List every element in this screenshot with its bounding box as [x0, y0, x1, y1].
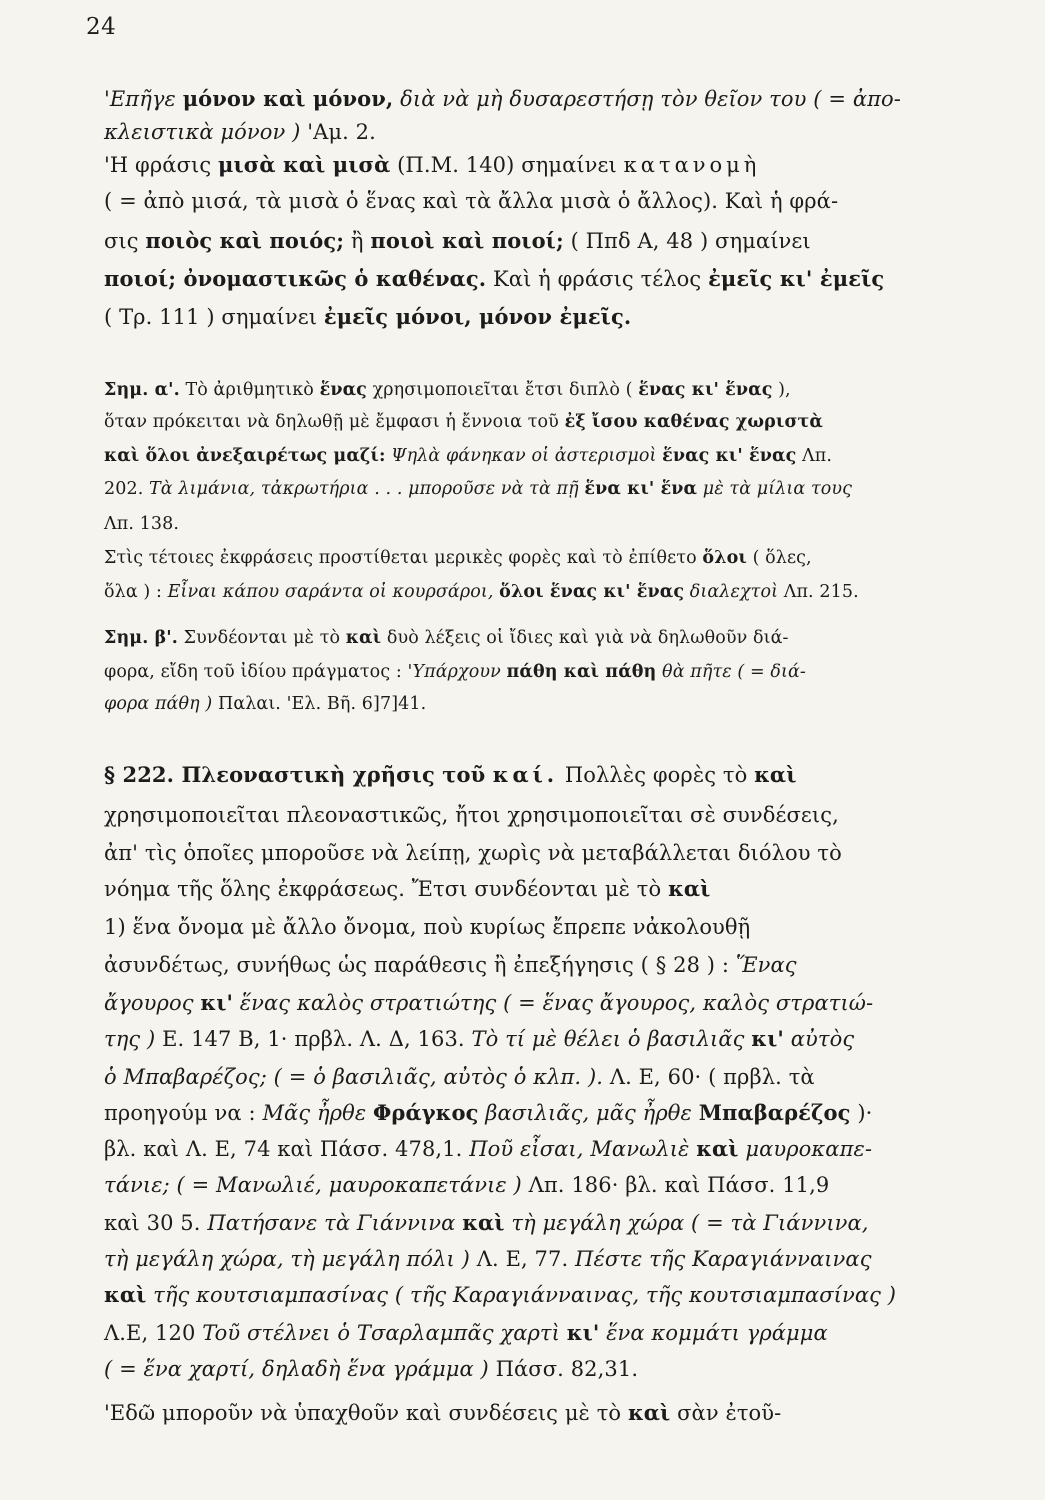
- text-segment: ὅλοι: [702, 548, 747, 568]
- text-segment: ἕνα κι' ἕνα: [584, 479, 698, 499]
- text-segment: § 222. Πλεοναστικὴ χρῆσις τοῦ: [104, 762, 493, 787]
- text-segment: ἐμεῖς μόνοι, μόνον ἐμεῖς.: [323, 304, 632, 329]
- text-segment: Πολλὲς φορὲς τὸ: [558, 763, 755, 787]
- text-segment: πάθη καὶ πάθη: [506, 662, 657, 682]
- text-segment: κι': [751, 1026, 784, 1051]
- text-segment: ἐμεῖς κι' ἐμεῖς: [708, 266, 885, 291]
- text-line: [104, 226, 811, 256]
- text-segment: ἀσυνδέτως, συνήθως ὡς παράθεσις ἢ ἐπεξήγησις ( § 28 ) :: [104, 953, 736, 977]
- text-line: [104, 1134, 872, 1164]
- note-line: [104, 444, 832, 468]
- text-segment: Φράγκος: [372, 1100, 479, 1125]
- text-segment: καὶ: [754, 762, 797, 787]
- text-segment: ( Ππδ A, 48 ) σημαίνει: [563, 229, 811, 253]
- text-segment: φορα πάθη ): [104, 694, 218, 714]
- text-segment: καὶ: [627, 1400, 671, 1425]
- text-segment: ( = ἕνα χαρτί, δηλαδὴ ἕνα γράμμα ): [104, 1357, 496, 1381]
- text-segment: Πέστε τῆς Καραγιάνναινας: [575, 1247, 872, 1271]
- text-segment: ὅλα ) :: [104, 582, 168, 602]
- text-segment: 202.: [104, 479, 150, 499]
- text-segment: Ψηλὰ φάνηκαν οἱ ἀστερισμοὶ: [385, 446, 663, 466]
- text-segment: 1) ἕνα ὄνομα μὲ ἄλλο ὄνομα, ποὺ κυρίως ἔπρεπε νἀκολουθῇ: [104, 915, 751, 939]
- text-segment: Σημ. β'.: [104, 628, 178, 648]
- page-number: 24: [86, 14, 117, 40]
- text-segment: Λ. E, 77.: [476, 1247, 576, 1271]
- text-segment: ),: [772, 380, 791, 400]
- text-line: [104, 874, 710, 904]
- text-segment: ὁ Μπαβαρέζος; ( = ὁ βασιλιᾶς, αὐτὸς ὁ κλπ. ).: [104, 1065, 610, 1089]
- text-segment: ἐξ ἴσου καθένας χωριστὰ: [564, 412, 823, 432]
- text-segment: σὰν ἐτοῦ-: [670, 1401, 782, 1425]
- text-segment: (Π.Μ. 140) σημαίνει: [390, 153, 624, 177]
- text-segment: κι': [566, 1320, 600, 1345]
- section-heading-line: [104, 760, 796, 790]
- text-segment: αὐτὸς: [783, 1027, 855, 1051]
- text-line: [104, 800, 839, 830]
- text-line: [104, 117, 376, 147]
- text-segment: ἕνας κι' ἕνας: [662, 446, 797, 466]
- text-line: [104, 838, 842, 868]
- text-segment: ὅλοι ἕνας κι' ἕνας: [499, 582, 685, 602]
- text-segment: χρησιμοποιεῖται πλεοναστικῶς, ἤτοι χρησιμοποιεῖται σὲ συνδέσεις,: [104, 803, 839, 827]
- note-line: [104, 660, 806, 684]
- text-segment: νόημα τῆς ὅλης ἐκφράσεως. Ἔτσι συνδέονται μὲ τὸ: [104, 877, 669, 901]
- text-segment: Πατήσανε τὰ Γιάννινα: [207, 1211, 463, 1235]
- text-segment: Στὶς τέτοιες ἐκφράσεις προστίθεται μερικὲς φορὲς καὶ τὸ ἐπίθετο: [104, 548, 703, 568]
- text-segment: Λπ. 186· βλ. καὶ Πάσσ. 11,9: [528, 1173, 830, 1197]
- text-segment: ἢ: [344, 229, 371, 253]
- text-line: [104, 186, 838, 216]
- text-segment: καὶ: [462, 1210, 505, 1235]
- text-segment: τάνιε; ( = Μανωλιέ, μαυροκαπετάνιε ): [104, 1173, 529, 1197]
- text-segment: Λ. E, 60· ( πρβλ. τὰ: [609, 1065, 815, 1089]
- text-segment: 'Η φράσις: [104, 153, 218, 177]
- text-line: [104, 84, 901, 114]
- text-segment: ( = ἀπὸ μισά, τὰ μισὰ ὁ ἕνας καὶ τὰ ἄλλα μισὰ ὁ ἄλλος). Καὶ ἡ φρά-: [104, 189, 839, 213]
- text-segment: κατανομὴ: [623, 153, 761, 177]
- text-segment: ἀπ' τὶς ὁποῖες μποροῦσε νὰ λείπῃ, χωρὶς νὰ μεταβάλλεται διόλου τὸ: [104, 841, 842, 865]
- text-segment: 'Eδῶ μποροῦν νὰ ὑπαχθοῦν καὶ συνδέσεις μὲ τὸ: [104, 1401, 628, 1425]
- text-segment: Λπ. 138.: [104, 514, 180, 534]
- text-segment: Σημ. α'.: [104, 380, 180, 400]
- text-line: [104, 1024, 854, 1054]
- note-line: [104, 410, 823, 434]
- text-line: [104, 150, 760, 180]
- text-segment: Λπ. 215.: [783, 582, 859, 602]
- text-segment: Λπ.: [796, 446, 832, 466]
- note-line: [104, 546, 812, 570]
- text-segment: Eἶναι κάπου σαράντα οἱ κουρσάροι,: [167, 582, 500, 602]
- text-segment: E. 147 B, 1· πρβλ. Λ. Δ, 163.: [162, 1027, 472, 1051]
- text-segment: ποιὸς καὶ ποιός;: [145, 228, 345, 253]
- text-segment: χρησιμοποιεῖται ἔτσι διπλὸ (: [366, 380, 639, 400]
- note-line: [104, 626, 789, 650]
- text-segment: τὴ μεγάλη χώρα, τὴ μεγάλη πόλι ): [104, 1247, 477, 1271]
- text-segment: καὶ: [104, 1282, 147, 1307]
- text-segment: καί.: [492, 762, 559, 787]
- text-line: [104, 912, 750, 942]
- text-segment: Μπαβαρέζος: [698, 1100, 851, 1125]
- text-line: [104, 950, 797, 980]
- text-segment: βασιλιᾶς, μᾶς ἦρθε: [478, 1101, 699, 1125]
- text-line: [104, 1354, 638, 1384]
- text-line: [104, 1280, 896, 1310]
- text-line: [104, 1244, 872, 1274]
- text-segment: ( Τρ. 111 ) σημαίνει: [104, 305, 324, 329]
- text-segment: καὶ: [345, 628, 382, 648]
- text-segment: Λ.E, 120: [104, 1321, 203, 1345]
- note-line: [104, 580, 859, 604]
- text-segment: δυὸ λέξεις οἱ ἴδιες καὶ γιὰ νὰ δηλωθοῦν διά-: [381, 628, 789, 648]
- text-segment: καὶ: [696, 1136, 739, 1161]
- text-segment: μαυροκαπε-: [738, 1137, 873, 1161]
- text-segment: ἄγουρος: [104, 991, 201, 1015]
- text-segment: διαλεχτοὶ: [684, 582, 784, 602]
- text-segment: μισὰ καὶ μισὰ: [218, 152, 391, 177]
- text-segment: κι': [200, 990, 234, 1015]
- text-segment: 'Υπάρχουν: [407, 662, 507, 682]
- text-line: [104, 1318, 828, 1348]
- text-segment: μὲ τὰ μίλια τους: [697, 479, 853, 499]
- text-segment: κλειστικὰ μόνον ): [104, 120, 308, 144]
- text-segment: Toῦ στέλνει ὁ Τσαρλαμπᾶς χαρτὶ: [202, 1321, 567, 1345]
- text-segment: της ): [104, 1027, 163, 1051]
- text-line: [104, 1208, 869, 1238]
- text-segment: Τὸ ἀριθμητικὸ: [179, 380, 320, 400]
- text-segment: Συνδέονται μὲ τὸ: [177, 628, 346, 648]
- text-segment: 'Επῆγε: [104, 87, 183, 111]
- text-segment: Πάσσ. 82,31.: [495, 1357, 639, 1381]
- text-line: [104, 1170, 829, 1200]
- text-segment: Μᾶς ἦρθε: [262, 1101, 373, 1125]
- text-segment: καὶ 30 5.: [104, 1211, 208, 1235]
- text-segment: Tὸ τί μὲ θέλει ὁ βασιλιᾶς: [471, 1027, 752, 1051]
- note-line: [104, 692, 426, 716]
- text-segment: 'Aμ. 2.: [307, 120, 376, 144]
- text-segment: φορα, εἴδη τοῦ ἰδίου πράγματος :: [104, 662, 408, 682]
- text-segment: Tὰ λιμάνια, τἀκρωτήρια . . . μποροῦσε νὰ τὰ πῇ: [149, 479, 585, 499]
- text-segment: ἕνας καλὸς στρατιώτης ( = ἕνας ἄγουρος, καλὸς στρατιώ-: [233, 991, 874, 1015]
- text-segment: καὶ: [668, 876, 711, 901]
- note-line: [104, 512, 179, 536]
- text-segment: Παλαι. 'Eλ. Bῆ. 6]7]41.: [217, 694, 427, 714]
- text-segment: Ποῦ εἶσαι, Μανωλιὲ: [469, 1137, 697, 1161]
- text-segment: ( ὅλες,: [746, 548, 812, 568]
- text-segment: τῆς κουτσιαμπασίνας ( τῆς Καραγιάνναινας, τῆς κουτσιαμπασίνας ): [146, 1283, 897, 1307]
- text-line: [104, 264, 884, 294]
- text-segment: ἕνα κομμάτι γράμμα: [599, 1321, 828, 1345]
- text-segment: τὴ μεγάλη χώρα ( = τὰ Γιάννινα,: [504, 1211, 869, 1235]
- text-segment: Καὶ ἡ φράσις τέλος: [486, 267, 709, 291]
- note-line: [104, 378, 791, 402]
- text-segment: προηγούμ να :: [104, 1101, 263, 1125]
- text-segment: διὰ νὰ μὴ δυσαρεστήσῃ τὸν θεῖον του ( = ἀπο-: [393, 87, 901, 111]
- text-line: [104, 1098, 872, 1128]
- text-segment: )·: [850, 1101, 873, 1125]
- text-line: [104, 1398, 781, 1428]
- text-segment: ἕνας κι' ἕνας: [638, 380, 773, 400]
- text-segment: ἕνας: [319, 380, 367, 400]
- text-segment: ποιοί; ὀνομαστικῶς ὁ καθένας.: [104, 266, 487, 291]
- text-line: [104, 302, 631, 332]
- text-segment: μόνον καὶ μόνον,: [182, 86, 394, 111]
- text-segment: ὅταν πρόκειται νὰ δηλωθῇ μὲ ἔμφασι ἡ ἔννοια τοῦ: [104, 412, 565, 432]
- text-line: [104, 1062, 815, 1092]
- text-segment: θὰ πῆτε ( = διά-: [656, 662, 806, 682]
- text-segment: ποιοὶ καὶ ποιοί;: [370, 228, 564, 253]
- text-segment: Ἕνας: [735, 953, 797, 977]
- note-line: [104, 477, 852, 501]
- text-segment: καὶ ὅλοι ἀνεξαιρέτως μαζί:: [104, 446, 386, 466]
- text-line: [104, 988, 873, 1018]
- text-segment: σις: [104, 229, 146, 253]
- text-segment: βλ. καὶ Λ. E, 74 καὶ Πάσσ. 478,1.: [104, 1137, 470, 1161]
